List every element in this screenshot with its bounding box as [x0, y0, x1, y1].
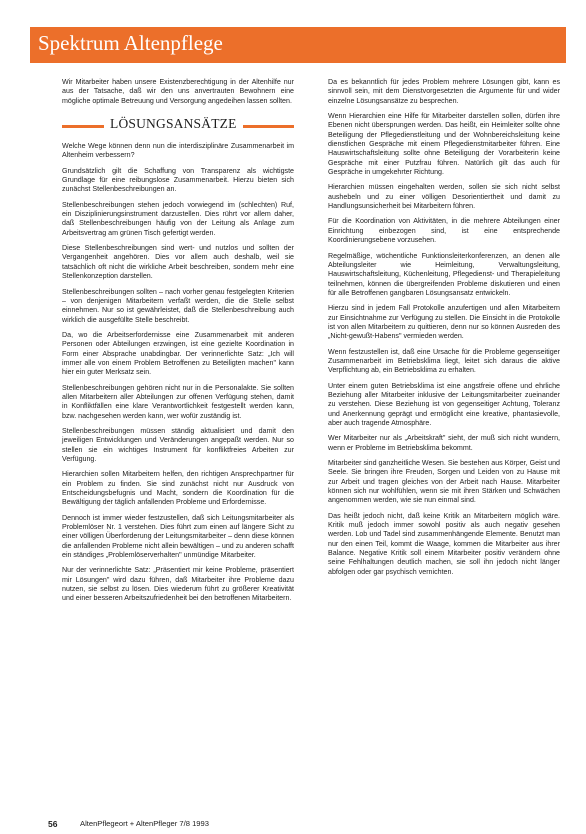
publication-source: AltenPflegeort + AltenPfleger 7/8 1993 — [80, 819, 209, 828]
paragraph: Da es bekanntlich für jedes Problem mehrere Lösungen gibt, kann es sinnvoll sein, mit dem Dienstvorgesetzten die Argumente für und wider einzelne Lösungsansätze zu besprechen. — [328, 78, 560, 105]
paragraph: Das heißt jedoch nicht, daß keine Kritik an Mitarbeitern möglich wäre. Kritik muß jedoch immer sowohl positiv als auch negativ gesehen werden. Lob und Tadel sind zusammenhängende Elemente. Benutzt man nur den einen Teil, kommt die Waage, kommen die Mitarbeiter aus ihrer Balance. Negative Kritik soll einem Mitarbeiter positiv verändern ohne seine Fehlhaltungen deutlich machen, sie soll ihn jedoch nicht länger abfolgen oder gar psychisch vernichten. — [328, 511, 560, 576]
right-column — [328, 78, 560, 583]
paragraph: Stellenbeschreibungen stehen jedoch vorwiegend im (schlechten) Ruf, ein Disziplinierungsinstrument darzustellen. Dies rührt vor allem daher, daß Stellenbeschreibungen häufig von der Leitung als Anlage zum Arbeitsvertrag am grünen Tisch gefertigt werden. — [62, 200, 294, 237]
heading-text: LÖSUNGSANSÄTZE — [104, 116, 243, 132]
banner-title: Spektrum Altenpflege — [38, 31, 223, 55]
paragraph: Grundsätzlich gilt die Schaffung von Transparenz als wichtigste Grundlage für eine reibungslose Zusammenarbeit. Hierzu bieten sich zunächst Stellenbeschreibungen an. — [62, 166, 294, 194]
paragraph: Diese Stellenbeschreibungen sind wert- und nutzlos und sollten der Vergangenheit angehören. Dies vor allem auch deshalb, weil sie tatsächlich oft nicht die wirkliche Arbeit beschreiben, sondern mehr eine Stellenkonzeption darstellen. — [62, 244, 294, 281]
paragraph: Welche Wege können denn nun die interdisziplinäre Zusammenarbeit im Altenheim verbessern? — [62, 142, 294, 160]
paragraph: Stellenbeschreibungen gehören nicht nur in die Personalakte. Sie sollten allen Mitarbeitern aller Abteilungen zur offenen Verfügung stehen, damit in Konfliktfällen eine klare Verantwortlichkeit festgestellt werden kann, bzw. nachgesehen werden kann, wer wofür zuständig ist. — [62, 383, 294, 420]
page-footer — [30, 818, 566, 832]
paragraph: Wer Mitarbeiter nur als „Arbeitskraft" sieht, der muß sich nicht wundern, wenn er Probleme im Betriebsklima bekommt. — [328, 434, 560, 452]
paragraph: Da, wo die Arbeitserfordernisse eine Zusammenarbeit mit anderen Personen oder Abteilungen erzwingen, ist eine gezielte Koordination in Form einer Absprache unabdingbar. Der verinnerlichte Satz: „Ich will immer alle von einem Problem Betroffenen zu Beteiligten machen" kann hier ein guter Merksatz sein. — [62, 330, 294, 377]
paragraph: Hierarchien sollen Mitarbeitern helfen, den richtigen Ansprechpartner für ein Problem zu finden. Sie sind zunächst nicht nur Ausdruck von Entscheidungsbefugnis und Macht, sondern die Koordination für die Bewältigung der täglich anfallenden Probleme und Erfordernisse. — [62, 470, 294, 507]
paragraph: Hierarchien müssen eingehalten werden, sollen sie sich nicht selbst aushebeln und zu einer völligen Desorientiertheit und damit zu Handlungsunsicherheit bei Mitarbeitern führen. — [328, 183, 560, 211]
intro-paragraph: Wir Mitarbeiter haben unsere Existenzberechtigung in der Altenhilfe nur aus der Tatsache, daß wir den uns anvertrauten Bewohnern eine mögliche optimale Betreuung und Versorgung angedeihen lassen sollten. — [62, 78, 294, 105]
paragraph: Für die Koordination von Aktivitäten, in die mehrere Abteilungen einer Einrichtung einbezogen sind, ist eine entsprechende Koordinierungsebene vorzusehen. — [328, 217, 560, 245]
paragraph: Unter einem guten Betriebsklima ist eine angstfreie offene und ehrliche Beziehung aller Mitarbeiter inklusive der Leitungsmitarbeiter zueinander zu verstehen. Diese Beziehung ist von gegenseitiger Achtung, Toleranz und Anerkennung geprägt und ermöglicht eine kreative, phantasievolle, aber auch tragende Atmosphäre. — [328, 381, 560, 427]
paragraph: Stellenbeschreibungen sollten – nach vorher genau festgelegten Kriterien – von denjenigen Mitarbeitern verfaßt werden, die die Stelle selbst einnehmen. Nur so ist gewährleistet, daß die Stellenbeschreibung auch wirklich die ausgefüllte Stelle beschreibt. — [62, 287, 294, 324]
paragraph: Stellenbeschreibungen müssen ständig aktualisiert und damit den jeweiligen Entwicklungen und Veränderungen angepaßt werden. Nur so stellen sie ein wichtiges Instrument für konfliktfreies Arbeiten zur Verfügung. — [62, 426, 294, 463]
paragraph: Wenn Hierarchien eine Hilfe für Mitarbeiter darstellen sollen, dürfen ihre Ebenen nicht übersprungen werden. Das heißt, ein Heimleiter sollte ohne Beteiligung der Pflegedienstleitung und der Wohnbereichsleitung keine dienstlichen Gespräche mit einem Pflegedienstmitarbeiter führen. Eine Hauswirtschaftsleitung sollte ohne Beteiligung der Vorarbeiterin keine Gespräche mit einer Putzfrau führen. Natürlich gilt das auch für Gespräche in umgekehrter Richtung. — [328, 112, 560, 177]
paragraph: Mitarbeiter sind ganzheitliche Wesen. Sie bestehen aus Körper, Geist und Seele. Sie bringen ihre Freuden, Sorgen und Leiden von zu Hause mit zur Arbeit und tragen gleiches von der Arbeit nach Hause. Mitarbeiter können sich nur wohlfühlen, wenn sie mit ihren Stärken und Schwächen angenommen werden, wie sie nun einmal sind. — [328, 459, 560, 505]
paragraph: Dennoch ist immer wieder festzustellen, daß sich Leitungsmitarbeiter als Problemlöser Nr. 1 verstehen. Dies führt zum einen auf längere Sicht zu einer völligen Überforderung der Leitungsmitarbeiter – denn diese können die anfallenden Probleme nicht allein bewältigen – und zu anderen schafft ein ständiges „Problemlöserverhalten" unmündige Mitarbeiter. — [62, 513, 294, 560]
page-number: 56 — [48, 819, 58, 829]
left-column — [62, 78, 294, 610]
paragraph: Nur der verinnerlichte Satz: „Präsentiert mir keine Probleme, präsentiert mir Lösungen" wird dazu führen, daß Mitarbeiter ihre Probleme dazu nutzen, sie selbst zu lösen. Dies wiederum führt zu größerer Kreativität und einer besseren Arbeitszufriedenheit bei den betroffenen Mitarbeitern. — [62, 566, 294, 603]
section-banner — [30, 27, 566, 63]
section-heading — [62, 114, 294, 136]
paragraph: Wenn festzustellen ist, daß eine Ursache für die Probleme gegenseitiger Zusammenarbeit im Betriebsklima liegt, leitet sich daraus die aktive Verpflichtung ab, ein Betriebsklima zu erhalten. — [328, 347, 560, 375]
paragraph: Regelmäßige, wöchentliche Funktionsleiterkonferenzen, an denen alle Abteilungsleiter wie Heimleitung, Verwaltungsleitung, Hauswirtschaftsleitung, Küchenleitung, Pflegedienst- und Therapieleitung teilnehmen, können die übergreifenden Probleme diskutieren und einen für alle Betroffenen gangbaren Lösungsansatz entwickeln. — [328, 251, 560, 297]
paragraph: Hierzu sind in jedem Fall Protokolle anzufertigen und allen Mitarbeitern zur Einsichtnahme zur Verfügung zu stellen. Die Einsicht in die Protokolle ist von allen Mitarbeitern zu quittieren, denn nur so können Ausreden des „Nicht-gewußt-Habens" vermieden werden. — [328, 304, 560, 341]
